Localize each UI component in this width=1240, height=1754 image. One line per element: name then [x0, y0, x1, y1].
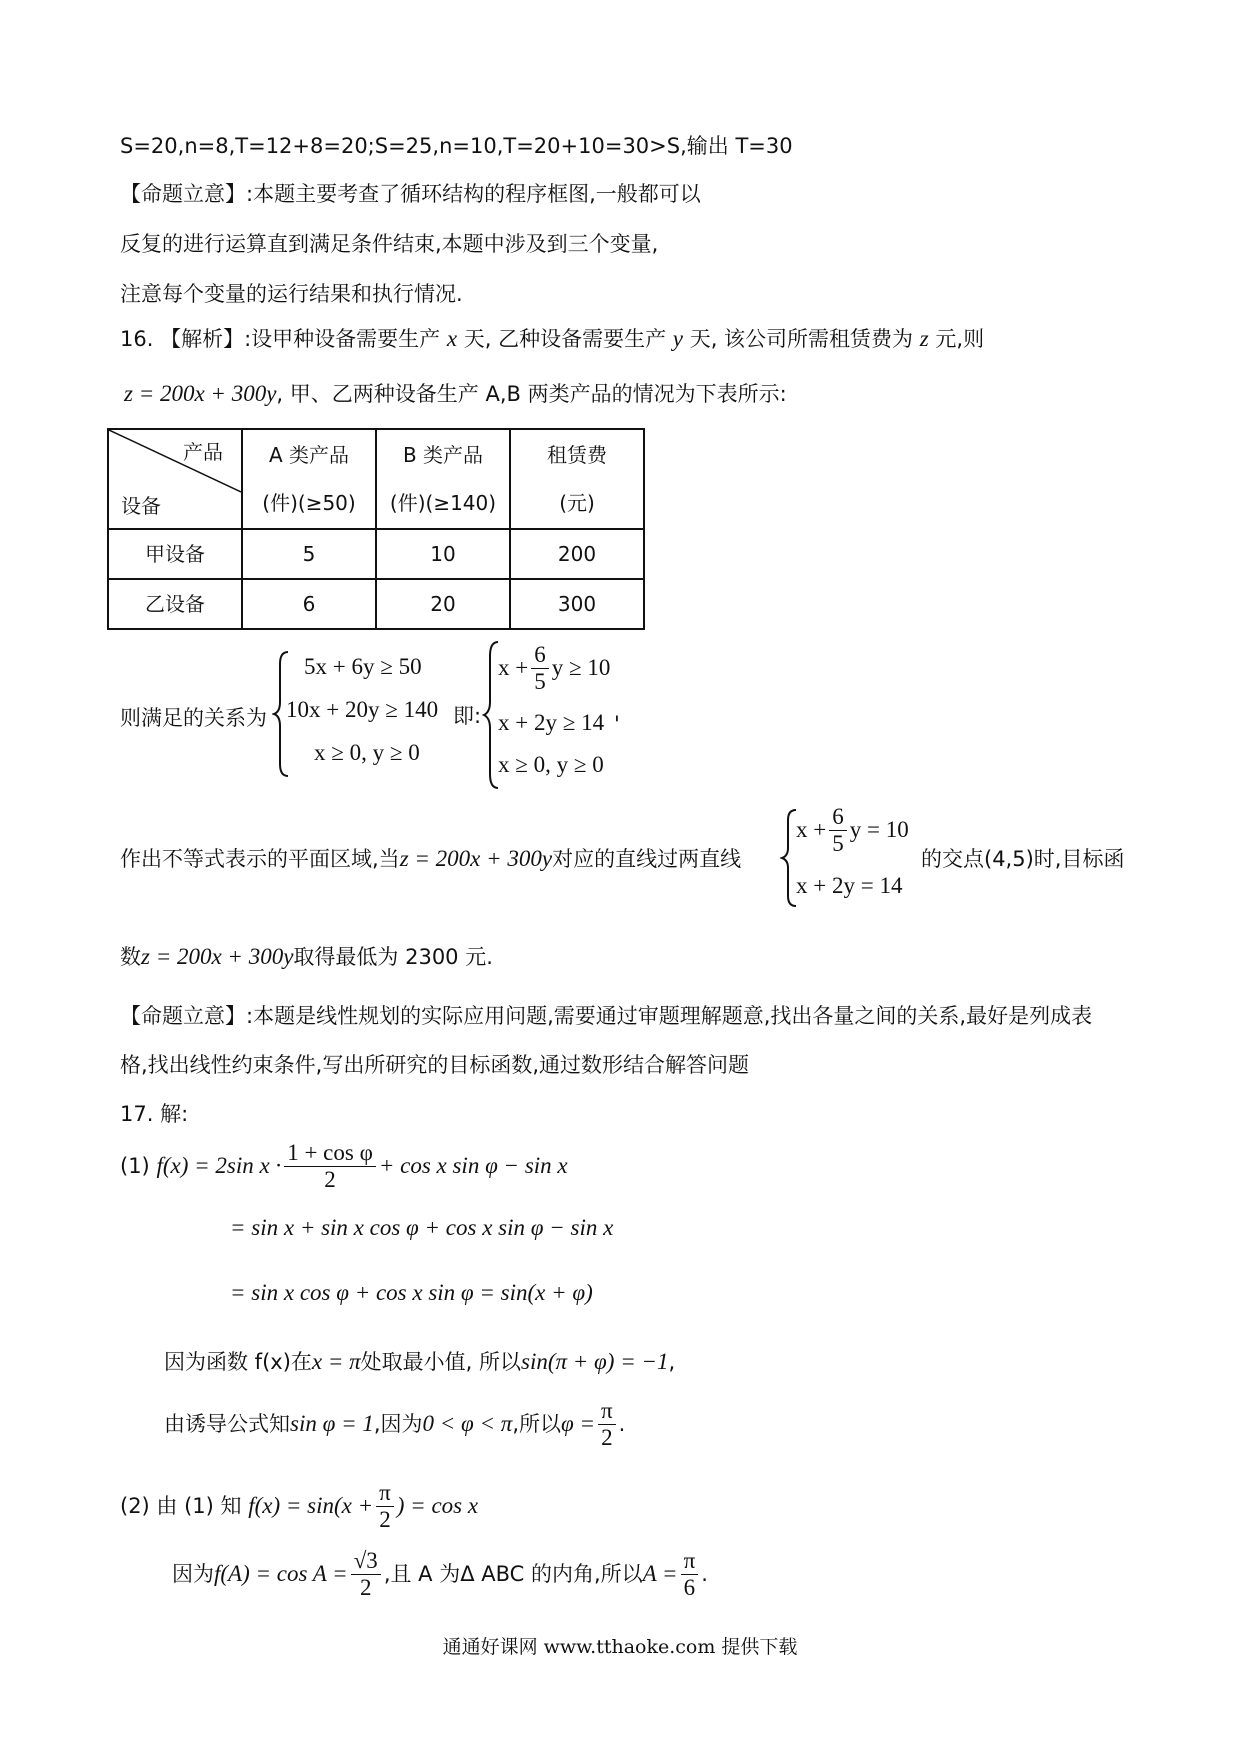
math-objective: z = 200x + 300y: [124, 381, 277, 406]
text: 对应的直线过两直线: [552, 847, 742, 871]
data-table: [107, 428, 645, 630]
text: 取得最低为 2300 元.: [293, 945, 493, 969]
fraction: [376, 1480, 394, 1534]
header-line: B 类产品: [402, 443, 484, 467]
text-line: [164, 1398, 625, 1452]
numerator: √3: [351, 1548, 381, 1575]
text: (2) 由 (1) 知: [120, 1493, 242, 1518]
fraction: [351, 1548, 381, 1602]
text-line: 反复的进行运算直到满足条件结束,本题中涉及到三个变量,: [120, 232, 659, 256]
header-line: (件)(≥140): [389, 491, 497, 515]
denominator: 6: [683, 1575, 696, 1601]
diag-top-label: 产品: [183, 440, 223, 464]
denominator: 2: [360, 1575, 372, 1601]
text-line: 注意每个变量的运行结果和执行情况.: [120, 282, 463, 306]
text: 则满足的关系为: [120, 706, 267, 730]
math: x: [446, 326, 458, 351]
text: , 甲、乙两种设备生产 A,B 两类产品的情况为下表所示:: [276, 382, 787, 406]
table-row: [108, 579, 644, 629]
numerator: 6: [829, 804, 847, 831]
text: ,所以: [512, 1411, 562, 1436]
text: ': [614, 712, 620, 736]
denominator: 2: [379, 1507, 391, 1533]
text-line: [172, 1548, 708, 1602]
math: x +: [796, 816, 827, 842]
diag-bottom-label: 设备: [121, 494, 161, 518]
inequality: x ≥ 0, y ≥ 0: [498, 752, 604, 777]
math: y = 10: [849, 816, 909, 842]
inequality: x + 2y ≥ 14: [498, 710, 605, 735]
question-16-intro: [120, 323, 984, 353]
text: 元,则: [935, 327, 985, 351]
formula-line: = sin x + sin x cos φ + cos x sin φ − sin x: [230, 1215, 614, 1240]
text: 因为函数 f(x)在: [164, 1350, 312, 1374]
text-line: [120, 941, 493, 971]
table-row: [108, 529, 644, 579]
denominator: 5: [832, 831, 844, 857]
text: 的交点(4,5)时,目标函: [921, 847, 1125, 871]
formula-line: [120, 1140, 568, 1194]
fraction: [284, 1140, 376, 1194]
math: 0 < φ < π: [422, 1410, 513, 1436]
text: 天, 乙种设备需要生产: [463, 327, 667, 351]
numerator: π: [598, 1398, 616, 1425]
inequality: x ≥ 0, y ≥ 0: [314, 740, 420, 765]
math: φ =: [561, 1410, 596, 1436]
math: z: [919, 326, 929, 351]
math: z = 200x + 300y: [399, 846, 553, 871]
diagonal-header-cell: [108, 429, 242, 529]
math: x +: [498, 654, 529, 680]
text: 处取最小值, 所以: [360, 1350, 522, 1374]
math: f(x) = sin(x +: [248, 1492, 374, 1518]
text: .: [618, 1411, 626, 1436]
denominator: 2: [601, 1425, 613, 1451]
header-cell: [242, 429, 376, 529]
fraction: [531, 642, 549, 696]
text-line: [120, 1480, 478, 1534]
math: z = 200x + 300y: [141, 944, 294, 969]
text-line: 17. 解:: [120, 1102, 189, 1126]
inequality: 5x + 6y ≥ 50: [304, 654, 422, 679]
inequality-frac: [498, 642, 610, 696]
numerator: π: [376, 1480, 394, 1507]
text: 天, 该公司所需租赁费为: [689, 327, 914, 351]
cell: 5: [242, 529, 376, 579]
equation: x + 2y = 14: [796, 873, 903, 898]
cell: 6: [242, 579, 376, 629]
math: ) = cos x: [396, 1492, 479, 1518]
math: sin φ = 1: [290, 1410, 374, 1436]
row-label: 甲设备: [108, 529, 242, 579]
cell: 200: [510, 529, 644, 579]
math: A =: [642, 1560, 678, 1586]
numerator: π: [681, 1548, 699, 1575]
text: ,因为: [373, 1411, 423, 1436]
fraction: [681, 1548, 699, 1602]
text: 由诱导公式知: [164, 1411, 290, 1436]
header-cell: [510, 429, 644, 529]
row-label: 乙设备: [108, 579, 242, 629]
math: y: [672, 326, 684, 351]
header-line: 租赁费: [547, 443, 607, 467]
math: y ≥ 10: [551, 654, 611, 680]
text-line: [120, 843, 741, 873]
fraction: [829, 804, 847, 858]
cell: 10: [376, 529, 510, 579]
text: 因为: [172, 1561, 214, 1586]
page-footer: 通通好课网 www.tthaoke.com 提供下载: [442, 1636, 798, 1658]
objective-line: [124, 378, 787, 408]
numerator: 6: [531, 642, 549, 669]
inequality: 10x + 20y ≥ 140: [286, 697, 439, 722]
fraction: [598, 1398, 616, 1452]
text: 即:: [453, 704, 482, 728]
text: 16. 【解析】:设甲种设备需要生产: [120, 327, 441, 351]
numerator: 1 + cos φ: [284, 1140, 376, 1167]
text-line: 【命题立意】:本题是线性规划的实际应用问题,需要通过审题理解题意,找出各量之间的关系,最好是列成表: [120, 1004, 1093, 1028]
text: 数: [120, 945, 141, 969]
text: .: [701, 1561, 708, 1586]
denominator: 2: [324, 1167, 336, 1193]
text-line: S=20,n=8,T=12+8=20;S=25,n=10,T=20+10=30>S,输出 T=30: [120, 134, 793, 158]
text: ,: [668, 1350, 676, 1374]
text-line: 【命题立意】:本题主要考查了循环结构的程序框图,一般都可以: [120, 182, 701, 206]
text: 作出不等式表示的平面区域,当: [120, 847, 400, 871]
text-line: [164, 1346, 675, 1376]
equation-frac: [796, 804, 909, 858]
header-line: (元): [559, 491, 595, 515]
formula-line: = sin x cos φ + cos x sin φ = sin(x + φ): [230, 1280, 593, 1305]
text-line: 格,找出线性约束条件,写出所研究的目标函数,通过数形结合解答问题: [120, 1053, 750, 1077]
math: x = π: [311, 1349, 361, 1374]
denominator: 5: [534, 669, 546, 695]
text: ,且 A 为Δ ABC 的内角,所以: [383, 1561, 643, 1586]
cell: 300: [510, 579, 644, 629]
header-line: A 类产品: [268, 443, 350, 467]
header-line: (件)(≥50): [262, 491, 356, 515]
header-cell: [376, 429, 510, 529]
cell: 20: [376, 579, 510, 629]
math: sin(π + φ) = −1: [521, 1349, 669, 1374]
math: + cos x sin φ − sin x: [378, 1152, 568, 1178]
part-label: (1): [120, 1153, 150, 1178]
math: f(A) = cos A =: [214, 1560, 348, 1586]
math: f(x) = 2sin x ·: [156, 1152, 282, 1178]
